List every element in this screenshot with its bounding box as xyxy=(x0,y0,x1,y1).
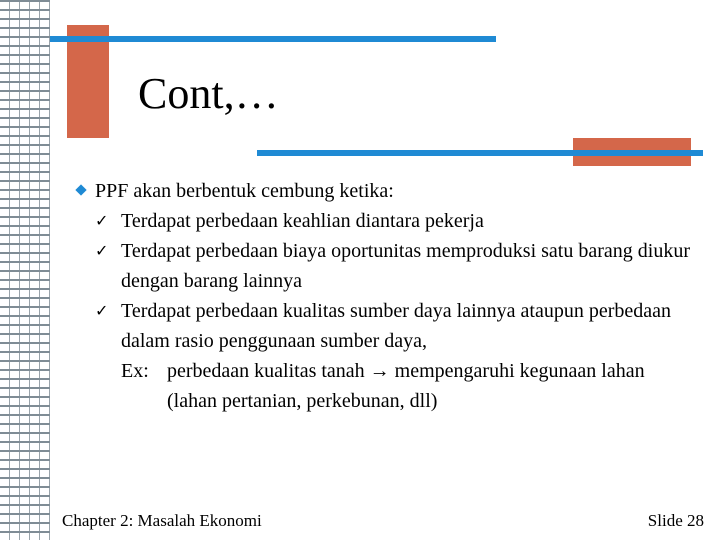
slide-content xyxy=(77,176,697,416)
footer-slide-number: Slide 28 xyxy=(647,511,704,530)
diamond-bullet-icon xyxy=(75,184,86,195)
sub-bullet-text: Terdapat perbedaan biaya oportunitas memproduksi satu barang diukur dengan barang lainnya xyxy=(121,240,690,292)
checkmark-icon: ✓ xyxy=(95,241,109,260)
list-item xyxy=(77,206,697,236)
decorative-blue-line-overlay xyxy=(573,150,703,156)
list-item xyxy=(77,296,697,356)
example-row xyxy=(77,356,697,416)
checkmark-icon: ✓ xyxy=(95,301,109,320)
decorative-blue-line-top xyxy=(50,36,496,42)
footer-chapter: Chapter 2: Masalah Ekonomi xyxy=(62,511,262,530)
example-label: Ex: xyxy=(121,360,149,382)
sub-bullet-list xyxy=(77,206,697,356)
main-bullet-text: PPF akan berbentuk cembung ketika: xyxy=(95,180,394,202)
decorative-stripe-panel xyxy=(0,0,50,540)
list-item xyxy=(77,236,697,296)
slide-title: Cont,… xyxy=(138,69,279,118)
example-text: perbedaan kualitas tanah → mempengaruhi kegunaan lahan (lahan pertanian, perkebunan, dll) xyxy=(167,360,645,412)
main-bullet xyxy=(77,176,697,206)
sub-bullet-text: Terdapat perbedaan kualitas sumber daya lainnya ataupun perbedaan dalam rasio penggunaan sumber daya, xyxy=(121,300,672,352)
sub-bullet-text: Terdapat perbedaan keahlian diantara pekerja xyxy=(121,210,484,232)
checkmark-icon: ✓ xyxy=(95,211,109,230)
